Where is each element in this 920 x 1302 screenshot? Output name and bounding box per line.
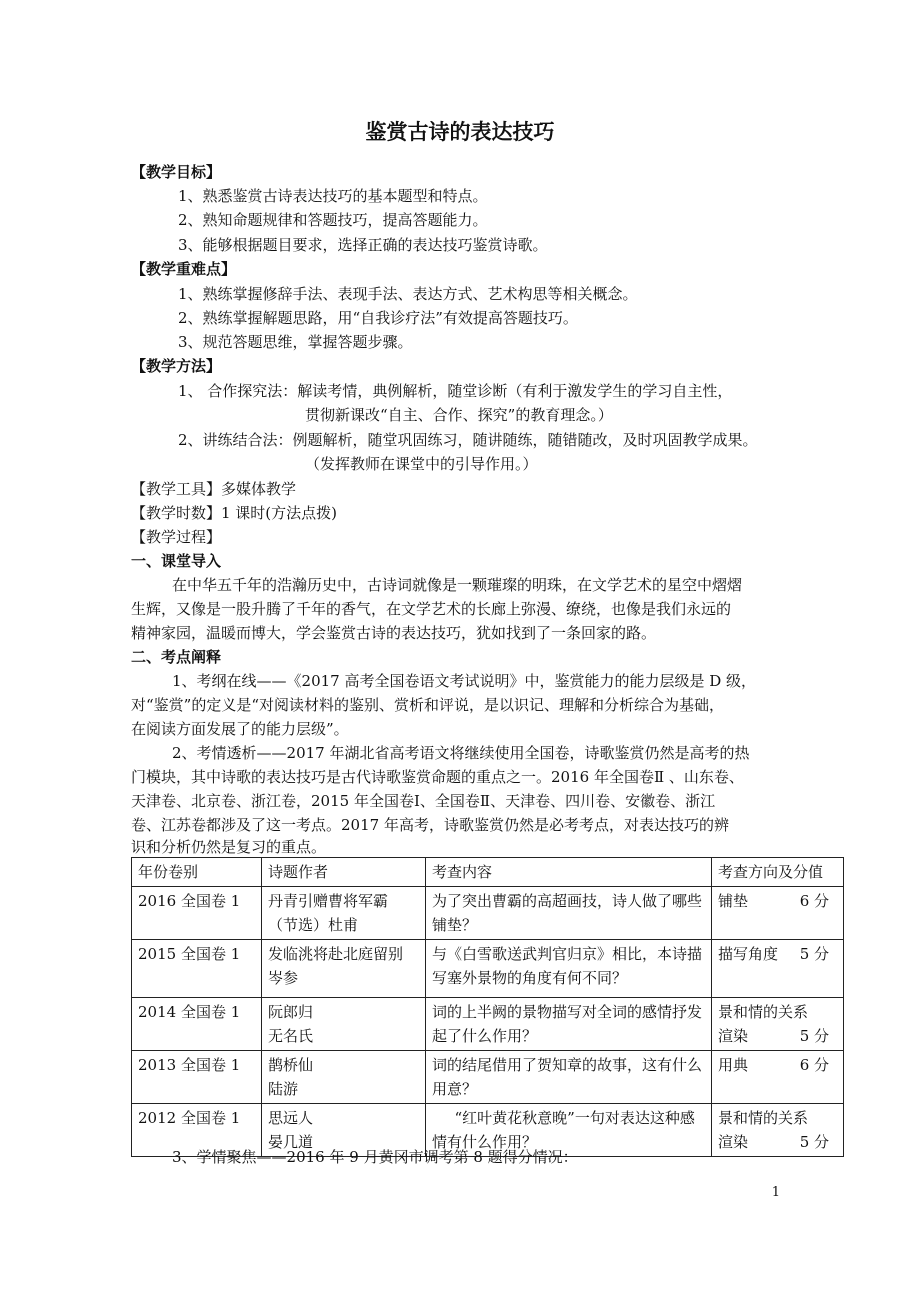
paragraph-line: 2、考情透析——2017 年湖北省高考语文将继续使用全国卷，诗歌鉴赏仍然是高考的热 [172,744,750,762]
paragraph-line: 在阅读方面发展了的能力层级”。 [131,720,349,738]
score-label: 6 分 [799,1056,829,1074]
objective-item: 2、熟知命题规律和答题技巧，提高答题能力。 [178,211,488,229]
tools-line: 【教学工具】多媒体教学 [131,480,297,498]
poem-title: 发临洮将赴北庭留别 [268,945,404,963]
skill-label: 渲染 [718,1027,749,1045]
poem-title: 思远人 [268,1109,314,1127]
table-row [132,887,844,940]
poem-author: 岑参 [268,969,299,987]
score-cell [712,1051,844,1104]
table-row [132,1051,844,1104]
objectives-heading: 【教学目标】 [131,163,222,181]
table-row [132,940,844,998]
poem-cell [262,887,426,940]
paragraph-line: 在中华五千年的浩瀚历史中，古诗词就像是一颗璀璨的明珠，在文学艺术的星空中熠熠 [172,576,743,594]
keypoint-item: 3、规范答题思维，掌握答题步骤。 [178,333,413,351]
paragraph-line: 生辉，又像是一股升腾了千年的香气，在文学艺术的长廊上弥漫、缭绕，也像是我们永远的 [131,600,732,618]
year-cell: 2013 全国卷 1 [132,1051,262,1104]
poem-title: 鹊桥仙 [268,1056,314,1074]
skill-label: 渲染 [718,1133,749,1151]
table-header-cell: 考查方向及分值 [712,858,844,887]
keypoint-item: 2、熟练掌握解题思路，用“自我诊疗法”有效提高答题技巧。 [178,309,578,327]
paragraph-line: 识和分析仍然是复习的重点。 [131,838,327,856]
content-cell: “红叶黄花秋意晚”一句对表达这种感情有什么作用？ [426,1104,712,1157]
poem-cell [262,940,426,998]
table-header-cell: 考查内容 [426,858,712,887]
skill-label: 景和情的关系 [718,1003,809,1021]
table-row [132,998,844,1051]
paragraph-line: 1、考纲在线——《2017 高考全国卷语文考试说明》中，鉴赏能力的能力层级是 D 级， [172,672,757,690]
keypoint-item: 1、熟练掌握修辞手法、表现手法、表达方式、艺术构思等相关概念。 [178,285,638,303]
year-cell: 2012 全国卷 1 [132,1104,262,1157]
table-header-cell: 诗题作者 [262,858,426,887]
skill-label: 景和情的关系 [718,1109,809,1127]
page-number: 1 [771,1185,780,1200]
method-item: 1、 合作探究法：解读考情，典例解析，随堂诊断（有利于激发学生的学习自主性， [178,382,733,400]
hours-line: 【教学时数】1 课时(方法点拨) [131,504,338,522]
poem-title: 丹青引赠曹将军霸 [268,892,389,910]
exam-table [131,857,844,1157]
content-cell: 词的结尾借用了贺知章的故事，这有什么用意？ [426,1051,712,1104]
year-cell: 2014 全国卷 1 [132,998,262,1051]
score-label: 5 分 [799,1133,829,1151]
paragraph-line: 对“鉴赏”的定义是“对阅读材料的鉴别、赏析和评说，是以识记、理解和分析综合为基础， [131,696,725,714]
poem-cell [262,1051,426,1104]
content-cell: 词的上半阙的景物描写对全词的感情抒发起了什么作用？ [426,998,712,1051]
skill-label: 用典 [718,1056,749,1074]
paragraph-line: 3、学情聚焦——2016 年 9 月黄冈市调考第 8 题得分情况： [172,1148,578,1166]
skill-label: 铺垫 [718,892,749,910]
objective-item: 1、熟悉鉴赏古诗表达技巧的基本题型和特点。 [178,187,488,205]
keypoints-heading: 【教学重难点】 [131,260,237,278]
score-label: 6 分 [799,892,829,910]
poem-author: （节选）杜甫 [268,916,359,934]
method-item: 2、讲练结合法：例题解析，随堂巩固练习，随讲随练，随错随改，及时巩固教学成果。 [178,431,758,449]
year-cell: 2015 全国卷 1 [132,940,262,998]
section-heading: 一、课堂导入 [131,552,222,570]
table-header-row [132,858,844,887]
paragraph-line: 天津卷、北京卷、浙江卷，2015 年全国卷Ⅰ、全国卷Ⅱ、天津卷、四川卷、安徽卷、浙江 [131,792,716,810]
document-title: 鉴赏古诗的表达技巧 [365,120,555,144]
paragraph-line: 卷、江苏卷都涉及了这一考点。2017 年高考，诗歌鉴赏仍然是必考考点，对表达技巧的辨 [131,816,729,834]
poem-cell [262,998,426,1051]
content-cell: 为了突出曹霸的高超画技，诗人做了哪些铺垫？ [426,887,712,940]
paragraph-line: 精神家园，温暖而博大，学会鉴赏古诗的表达技巧，犹如找到了一条回家的路。 [131,624,657,642]
poem-author: 无名氏 [268,1027,314,1045]
poem-author: 晏几道 [268,1133,314,1151]
section-heading: 二、考点阐释 [131,648,222,666]
score-cell [712,998,844,1051]
content-cell: 与《白雪歌送武判官归京》相比，本诗描写塞外景物的角度有何不同？ [426,940,712,998]
skill-label: 描写角度 [718,945,779,963]
score-cell [712,887,844,940]
objective-item: 3、能够根据题目要求，选择正确的表达技巧鉴赏诗歌。 [178,236,548,254]
process-heading: 【教学过程】 [131,528,222,546]
poem-author: 陆游 [268,1080,299,1098]
score-label: 5 分 [799,945,829,963]
score-cell [712,1104,844,1157]
paragraph-line: 门模块，其中诗歌的表达技巧是古代诗歌鉴赏命题的重点之一。2016 年全国卷Ⅱ 、山东卷、 [131,768,744,786]
year-cell: 2016 全国卷 1 [132,887,262,940]
method-item-continued: 贯彻新课改“自主、合作、探究”的教育理念。） [305,406,613,424]
poem-title: 阮郎归 [268,1003,314,1021]
table-header-cell: 年份卷别 [132,858,262,887]
score-label: 5 分 [799,1027,829,1045]
score-cell [712,940,844,998]
method-item-continued: （发挥教师在课堂中的引导作用。） [305,455,538,473]
methods-heading: 【教学方法】 [131,357,222,375]
